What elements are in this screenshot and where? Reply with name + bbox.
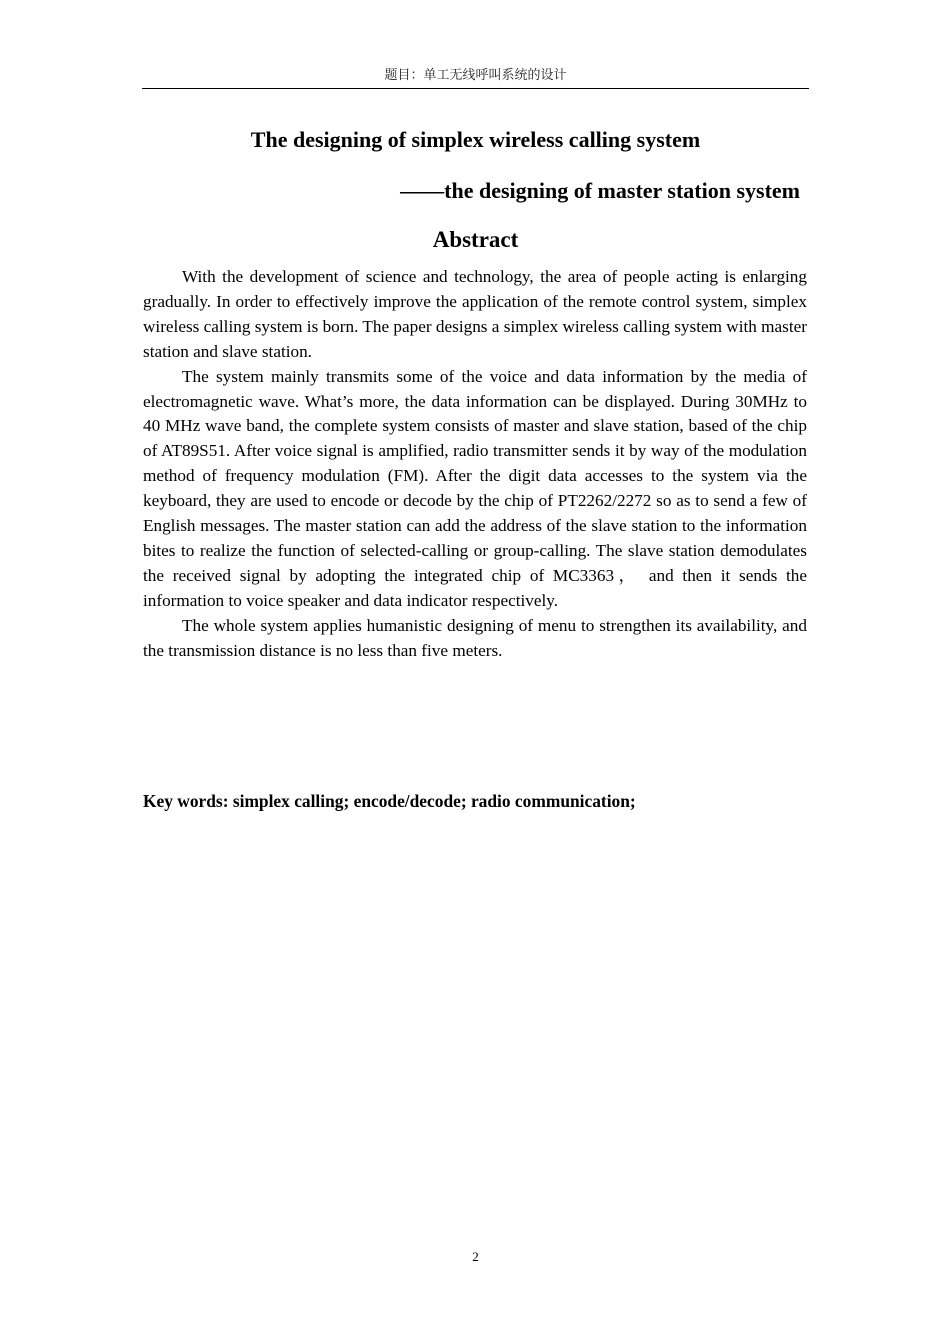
header-rule [142, 88, 809, 89]
abstract-paragraph: With the development of science and technology, the area of people acting is enlarging gradually. In order to effectively improve the application of the remote control system, simplex wireless calling system is born. The paper designs a simplex wireless calling system with master station and slave station. [143, 267, 807, 361]
paper-subtitle: ——the designing of master station system [400, 178, 800, 203]
abstract-paragraph: The system mainly transmits some of the voice and data information by the media of electromagnetic wave. What’s more, the data information can be displayed. During 30MHz to 40 MHz wave band, the complete system consists of master and slave station, based of the chip of AT89S51. After voice signal is amplified, radio transmitter sends it by way of the modulation method of frequency modulation (FM). After the digit data accesses to the system via the keyboard, they are used to encode or decode by the chip of PT2262/2272 so as to send a few of English messages. The master station can add the address of the slave station to the information bites to realize the function of selected-calling or group-calling. The slave station demodulates the received signal by adopting the integrated chip of MC3363， and then it sends the information to voice speaker and data indicator respectively. [143, 366, 807, 610]
key-words: Key words: simplex calling; encode/decode; radio communication; [143, 791, 636, 811]
abstract-body [143, 265, 807, 664]
running-header: 题目：单工无线呼叫系统的设计 [384, 68, 567, 83]
page-number: 2 [472, 1249, 479, 1264]
paper-title: The designing of simplex wireless calling system [250, 127, 701, 152]
abstract-heading: Abstract [432, 227, 519, 252]
abstract-paragraph: The whole system applies humanistic designing of menu to strengthen its availability, and the transmission distance is no less than five meters. [143, 615, 807, 660]
